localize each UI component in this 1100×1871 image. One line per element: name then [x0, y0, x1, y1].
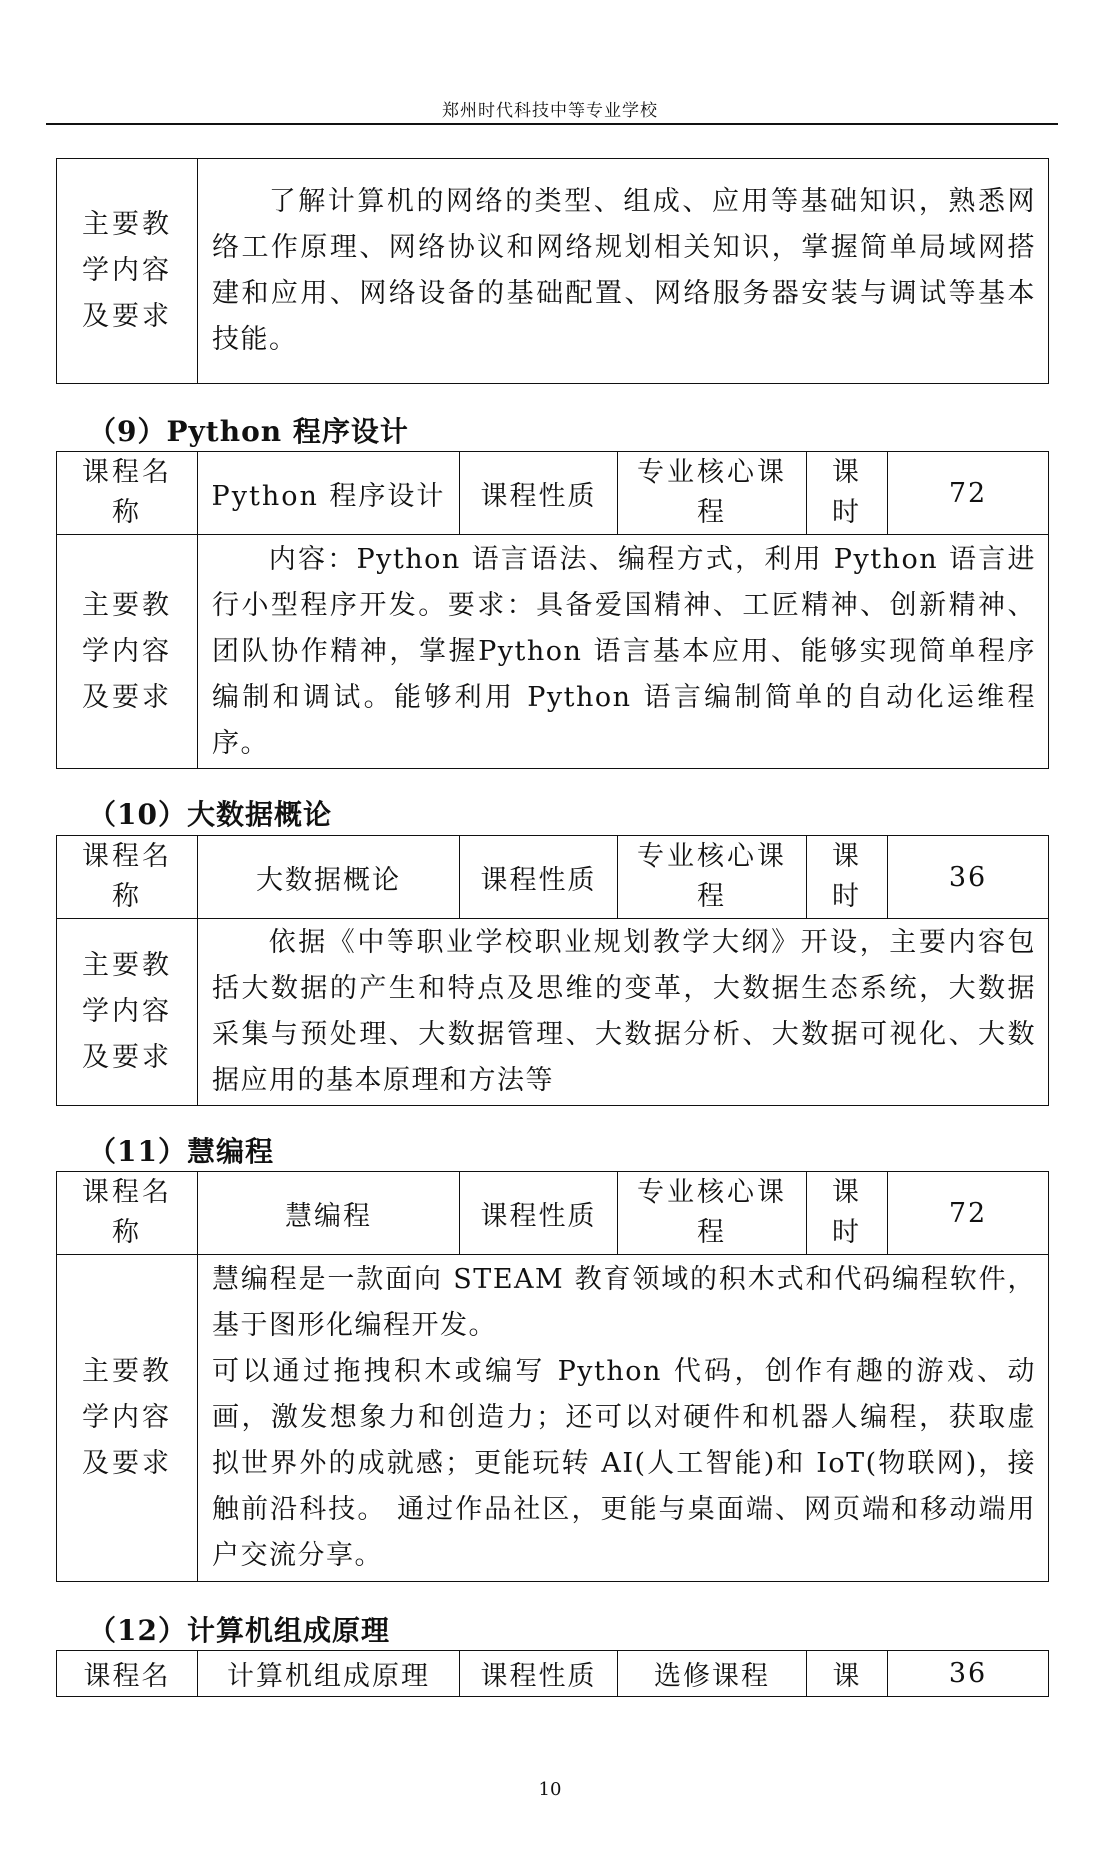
- content-cell: 依据《中等职业学校职业规划教学大纲》开设，主要内容包括大数据的产生和特点及思维的变革，大数据生态系统，大数据采集与预处理、大数据管理、大数据分析、大数据可视化、大数据应用的基本原理和方法等: [198, 919, 1049, 1106]
- course-name-value: 计算机组成原理: [198, 1651, 460, 1697]
- content-cell: [198, 1255, 1049, 1582]
- content-label: 主要教学内容及要求: [57, 919, 198, 1106]
- course-hours-value: 72: [888, 1172, 1049, 1255]
- course-name-value: 慧编程: [198, 1172, 460, 1255]
- course-nature-label: 课程性质: [460, 836, 618, 919]
- course-hours-label: 课时: [807, 1172, 888, 1255]
- content-label: 主要教学内容及要求: [57, 159, 198, 384]
- header-rule: [46, 123, 1058, 125]
- course-name-value: 大数据概论: [198, 836, 460, 919]
- course-hours-label: 课时: [807, 452, 888, 535]
- content-paragraph-2: 可以通过拖拽积木或编写 Python 代码，创作有趣的游戏、动画，激发想象力和创造力；还可以对硬件和机器人编程，获取虚拟世界外的成就感；更能玩转 AI(人工智能)和 IoT(物联网)，接触前沿科技。 通过作品社区，更能与桌面端、网页端和移动端用户交流分享。: [212, 1356, 1036, 1571]
- course-table-bigdata: [56, 835, 1049, 1106]
- content-paragraph-1: 慧编程是一款面向 STEAM 教育领域的积木式和代码编程软件，基于图形化编程开发。: [212, 1264, 1036, 1341]
- course-name-value: Python 程序设计: [198, 452, 460, 535]
- section-heading-computer-organization: （12）计算机组成原理: [88, 1614, 390, 1647]
- course-nature-value: 选修课程: [618, 1651, 807, 1697]
- section-heading-huibiancheng: （11）慧编程: [88, 1135, 274, 1168]
- course-nature-value: 专业核心课程: [618, 452, 807, 535]
- course-name-label: 课程名称: [57, 1172, 198, 1255]
- course-nature-label: 课程性质: [460, 1651, 618, 1697]
- content-cell: 内容：Python 语言语法、编程方式，利用 Python 语言进行小型程序开发。要求：具备爱国精神、工匠精神、创新精神、团队协作精神，掌握Python 语言基本应用、能够实现简单程序编制和调试。能够利用 Python 语言编制简单的自动化运维程序。: [198, 535, 1049, 769]
- content-label: 主要教学内容及要求: [57, 1255, 198, 1582]
- course-nature-value: 专业核心课程: [618, 1172, 807, 1255]
- course-name-label: 课程名: [57, 1651, 198, 1697]
- carryover-table: [56, 158, 1049, 384]
- course-table-computer-organization: [56, 1650, 1049, 1697]
- course-table-python: [56, 451, 1049, 769]
- course-hours-label: 课: [807, 1651, 888, 1697]
- course-hours-value: 36: [888, 1651, 1049, 1697]
- course-table-huibiancheng: [56, 1171, 1049, 1582]
- course-name-label: 课程名称: [57, 452, 198, 535]
- section-heading-bigdata: （10）大数据概论: [88, 798, 332, 831]
- course-nature-label: 课程性质: [460, 1172, 618, 1255]
- page-number: 10: [538, 1779, 562, 1800]
- course-name-label: 课程名称: [57, 836, 198, 919]
- content-cell: 了解计算机的网络的类型、组成、应用等基础知识，熟悉网络工作原理、网络协议和网络规划相关知识，掌握简单局域网搭建和应用、网络设备的基础配置、网络服务器安装与调试等基本技能。: [198, 159, 1049, 384]
- course-hours-value: 72: [888, 452, 1049, 535]
- section-heading-python: （9）Python 程序设计: [88, 415, 409, 448]
- course-nature-label: 课程性质: [460, 452, 618, 535]
- course-hours-label: 课时: [807, 836, 888, 919]
- school-name-header: 郑州时代科技中等专业学校: [442, 101, 658, 121]
- course-nature-value: 专业核心课程: [618, 836, 807, 919]
- content-label: 主要教学内容及要求: [57, 535, 198, 769]
- course-hours-value: 36: [888, 836, 1049, 919]
